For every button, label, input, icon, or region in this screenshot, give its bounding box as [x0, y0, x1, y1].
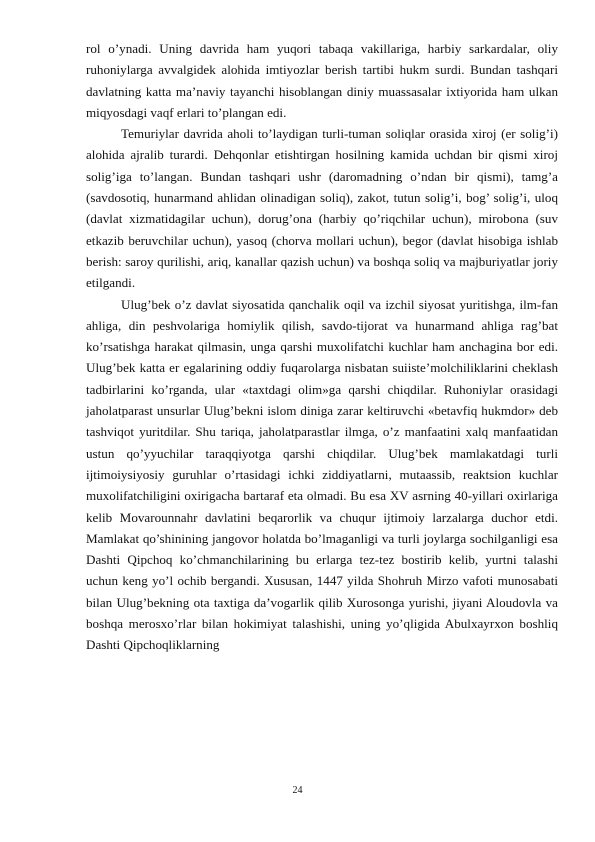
paragraph-continuation: rol o’ynadi. Uning davrida ham yuqori tabaqa vakillariga, harbiy sarkardalar, oliy ruhoniylarga avvalgidek alohida imtiyozlar berish tartibi hukm surdi. Bundan tashqari davlatning katta ma’naviy tayanchi hisoblangan diniy muassasalar ixtiyorida ham ulkan miqyosdagi vaqf erlari to’plangan edi. [86, 41, 558, 120]
document-page [86, 38, 558, 656]
page-number: 24 [292, 785, 303, 796]
paragraph-taxes: Temuriylar davrida aholi to’laydigan turli-tuman soliqlar orasida xiroj (er solig’i) alohida ajralib turardi. Dehqonlar etishtirgan hosilning kamida uchdan bir qismi xiroj solig’iga to’langan. Bundan tashqari ushr (daromadning o’ndan bir qismi), tamg’a (savdosotiq, hunarmand ahlidan olinadigan soliq), zakot, tutun solig’i, bog’ solig’i, uloq (davlat xizmatidagilar uchun), dorug’ona (harbiy qo’riqchilar uchun), mirobona (suv etkazib beruvchilar uchun), yasoq (chorva mollari uchun), begor (davlat hisobiga ishlab berish: saroy qurilishi, ariq, kanallar qazish uchun) va boshqa soliq va majburiyatlar joriy etilgandi. [86, 126, 558, 291]
paragraph-ulugbek-policy: Ulug’bek o’z davlat siyosatida qanchalik oqil va izchil siyosat yuritishga, ilm-fan ahliga, din peshvolariga homiylik qilish, savdo-tijorat va hunarmand ahliga rag’bat ko’rsatishga harakat qilmasin, unga qarshi muxolifatchi kuchlar ham anchagina bor edi. Ulug’bek katta er egalarining oddiy fuqarolarga nisbatan suiiste’molchiliklarini cheklash tadbirlarini ko’rganda, ular «taxtdagi olim»ga qarshi chiqdilar. Ruhoniylar orasidagi jaholatparast unsurlar Ulug’bekni islom diniga zarar keltiruvchi «betavfiq hukmdor» deb tashviqot yuritdilar. Shu tariqa, jaholatparastlar ilmga, o’z manfaatini xalq manfaatidan ustun qo’yyuchilar taraqqiyotga qarshi chiqdilar. Ulug’bek mamlakatdagi turli ijtimoiysiyosiy guruhlar o’rtasidagi ichki ziddiyatlarni, mutaassib, reaktsion kuchlar muxolifatchiligini oxirigacha bartaraf eta olmadi. Bu esa XV asrning 40-yillari oxirlariga kelib Movarounnahr davlatini beqarorlik va chuqur ijtimoiy larzalarga duchor etdi. Mamlakat qo’shinining jangovor holatda bo’lmaganligi va turli joylarga sochilganligi esa Dashti Qipchoq ko’chmanchilarining bu erlarga tez-tez bostirib kelib, yurtni talashi uchun keng yo’l ochib bergandi. Xususan, 1447 yilda Shohruh Mirzo vafoti munosabati bilan Ulug’bekning ota taxtiga da’vogarlik qilib Xurosonga yurishi, jiyani Aloudovla va boshqa merosxo’rlar bilan hokimiyat talashishi, uning yo’qligida Abulxayrxon boshliq Dashti Qipchoqliklarning [86, 296, 558, 653]
